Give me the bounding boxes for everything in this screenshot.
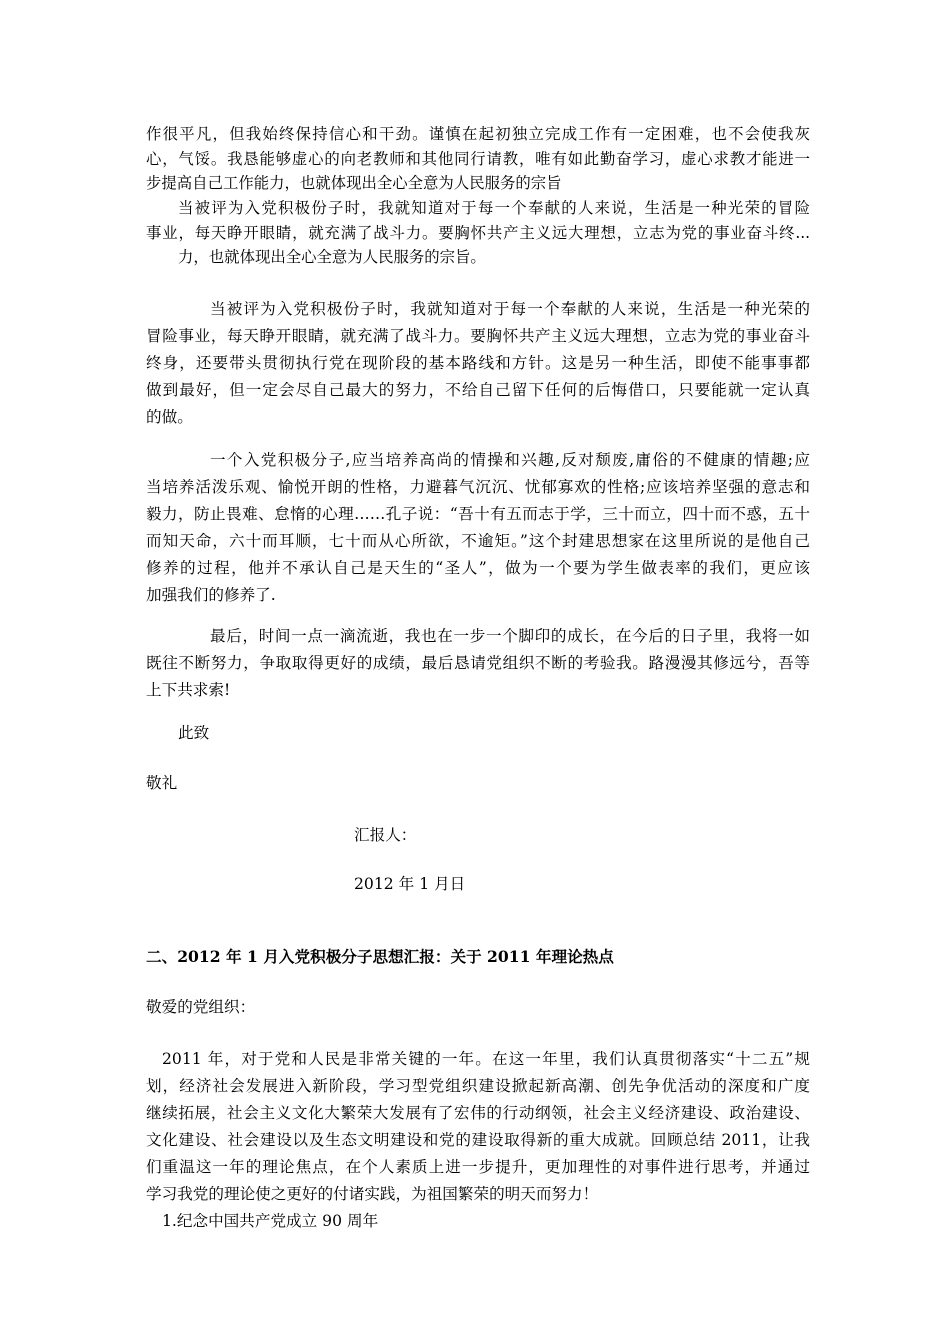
paragraph-1 — [146, 122, 810, 196]
section-heading: 二、2012 年 1 月入党积极分子思想汇报：关于 2011 年理论热点 — [146, 947, 614, 966]
text-line: 力，也就体现出全心全意为人民服务的宗旨。 — [178, 248, 486, 266]
paragraph-3 — [146, 296, 810, 431]
text-line: 冒险事业，每天睁开眼睛，就充满了战斗力。要胸怀共产主义远大理想，立志为党的事业奋斗 — [146, 327, 810, 345]
text-line: 的做。 — [146, 408, 193, 426]
text-line: 毅力，防止畏难、怠惰的心理……孔子说：“吾十有五而志于学，三十而立，四十而不惑，五十 — [146, 505, 810, 523]
text-line: 终身，还要带头贯彻执行党在现阶段的基本路线和方针。这是另一种生活，即使不能事事都 — [146, 354, 810, 372]
list-item-1: 1.纪念中国共产党成立 90 周年 — [162, 1212, 379, 1230]
text-line: 2011 年，对于党和人民是非常关键的一年。在这一年里，我们认真贯彻落实“十二五”规 — [162, 1050, 810, 1068]
text-line: 划，经济社会发展进入新阶段，学习型党组织建设掀起新高潮、创先争优活动的深度和广度 — [146, 1077, 810, 1095]
text-line: 心，气馁。我恳能够虚心的向老教师和其他同行请教，唯有如此勤奋学习，虚心求教才能进一 — [146, 149, 810, 168]
text-line: 最后，时间一点一滴流逝，我也在一步一个脚印的成长，在今后的日子里，我将一如 — [210, 627, 810, 645]
salutation: 敬爱的党组织： — [146, 998, 256, 1016]
text-line: 当被评为入党积极份子时，我就知道对于每一个奉献的人来说，生活是一种光荣的 — [210, 300, 810, 318]
text-line: 当被评为入党积极份子时，我就知道对于每一个奉献的人来说，生活是一种光荣的冒险 — [178, 199, 810, 217]
text-line: 们重温这一年的理论焦点，在个人素质上进一步提升，更加理性的对事件进行思考，并通过 — [146, 1158, 810, 1176]
paragraph-2 — [146, 196, 810, 270]
text-line: 事业，每天睁开眼睛，就充满了战斗力。要胸怀共产主义远大理想，立志为党的事业奋斗终... — [146, 223, 810, 242]
reporter-label: 汇报人： — [354, 826, 417, 844]
paragraph-5 — [146, 623, 810, 704]
section2-body — [146, 1046, 810, 1235]
text-line: 上下共求索! — [146, 681, 231, 699]
closing-jingli: 敬礼 — [146, 774, 178, 792]
text-line: 修养的过程，他并不承认自己是天生的“圣人”，做为一个要为学生做表率的我们，更应该 — [146, 559, 810, 577]
closing-cizhi: 此致 — [178, 724, 210, 742]
text-line: 学习我党的理论使之更好的付诸实践，为祖国繁荣的明天而努力！ — [146, 1185, 599, 1203]
text-line: 加强我们的修养了. — [146, 586, 276, 604]
text-line: 作很平凡，但我始终保持信心和干劲。谨慎在起初独立完成工作有一定困难，也不会使我灰 — [146, 125, 810, 143]
text-line: 步提高自己工作能力，也就体现出全心全意为人民服务的宗旨 — [146, 174, 562, 192]
text-line: 而知天命，六十而耳顺，七十而从心所欲，不逾矩。”这个封建思想家在这里所说的是他自己 — [146, 532, 810, 550]
text-line: 文化建设、社会建设以及生态文明建设和党的建设取得新的重大成就。回顾总结 2011，让我 — [146, 1131, 810, 1149]
text-line: 当培养活泼乐观、愉悦开朗的性格，力避暮气沉沉、忧郁寡欢的性格;应该培养坚强的意志和 — [146, 478, 810, 496]
text-line: 既往不断努力，争取取得更好的成绩，最后恳请党组织不断的考验我。路漫漫其修远兮，吾等 — [146, 654, 810, 672]
paragraph-4 — [146, 447, 810, 609]
text-line: 一个入党积极分子,应当培养高尚的情操和兴趣,反对颓废,庸俗的不健康的情趣;应 — [210, 451, 810, 469]
text-line: 继续拓展，社会主义文化大繁荣大发展有了宏伟的行动纲领，社会主义经济建设、政治建设、 — [146, 1104, 810, 1122]
text-line: 做到最好，但一定会尽自己最大的努力，不给自己留下任何的后悔借口，只要能就一定认真 — [146, 381, 810, 399]
report-date: 2012 年 1 月日 — [354, 875, 466, 893]
